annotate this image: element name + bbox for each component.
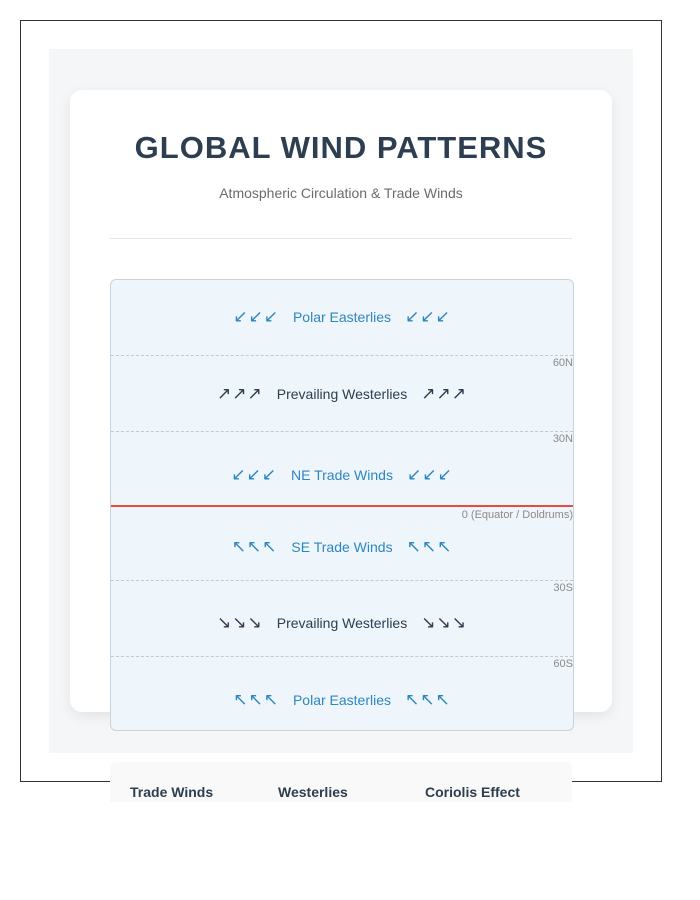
arrow-icon: ↙↙↙ <box>231 465 278 485</box>
latitude-label-30n: 30N <box>552 433 573 445</box>
arrow-icon: ↖↖↖ <box>406 537 453 557</box>
arrow-icon: ↖↖↖ <box>233 690 279 710</box>
arrow-icon: ↗↗↗ <box>421 384 467 404</box>
wind-band-label: Polar Easterlies <box>292 309 392 325</box>
wind-band-label: NE Trade Winds <box>291 467 393 483</box>
arrow-icon: ↗↗↗ <box>217 384 263 404</box>
arrow-icon: ↖↖↖ <box>231 537 278 557</box>
wind-band-se-trade-winds <box>111 528 573 566</box>
header-divider <box>110 238 572 239</box>
wind-band-diagram <box>110 279 574 731</box>
arrow-icon: ↘↘↘ <box>217 613 263 633</box>
legend-item-westerlies: Westerlies <box>278 784 348 800</box>
arrow-icon: ↘↘↘ <box>421 613 467 633</box>
wind-band-polar-easterlies-north <box>111 298 573 336</box>
latitude-label-equator: 0 (Equator / Doldrums) <box>461 509 573 521</box>
wind-band-label: SE Trade Winds <box>291 539 393 555</box>
wind-band-westerlies-south <box>111 604 573 642</box>
page-title: GLOBAL WIND PATTERNS <box>134 130 548 165</box>
wind-band-label: Prevailing Westerlies <box>276 386 408 402</box>
equator-line <box>111 505 573 507</box>
wind-band-label: Prevailing Westerlies <box>276 615 408 631</box>
latitude-label-60s: 60S <box>553 658 573 670</box>
latitude-label-30s: 30S <box>553 582 573 594</box>
latitude-line-60n <box>111 355 573 356</box>
arrow-icon: ↖↖↖ <box>405 690 451 710</box>
latitude-line-30s <box>111 580 573 581</box>
wind-band-polar-easterlies-south <box>111 681 573 719</box>
latitude-label-60n: 60N <box>552 357 573 369</box>
latitude-line-30n <box>111 431 573 432</box>
wind-band-label: Polar Easterlies <box>292 692 392 708</box>
legend-item-trade-winds: Trade Winds <box>130 784 214 800</box>
legend-panel <box>110 762 572 802</box>
arrow-icon: ↙↙↙ <box>405 307 451 327</box>
wind-band-ne-trade-winds <box>111 456 573 494</box>
wind-band-westerlies-north <box>111 375 573 413</box>
arrow-icon: ↙↙↙ <box>233 307 279 327</box>
latitude-line-60s <box>111 656 573 657</box>
legend-item-coriolis-effect: Coriolis Effect <box>425 784 520 800</box>
arrow-icon: ↙↙↙ <box>406 465 453 485</box>
page-subtitle: Atmospheric Circulation & Trade Winds <box>219 185 463 201</box>
